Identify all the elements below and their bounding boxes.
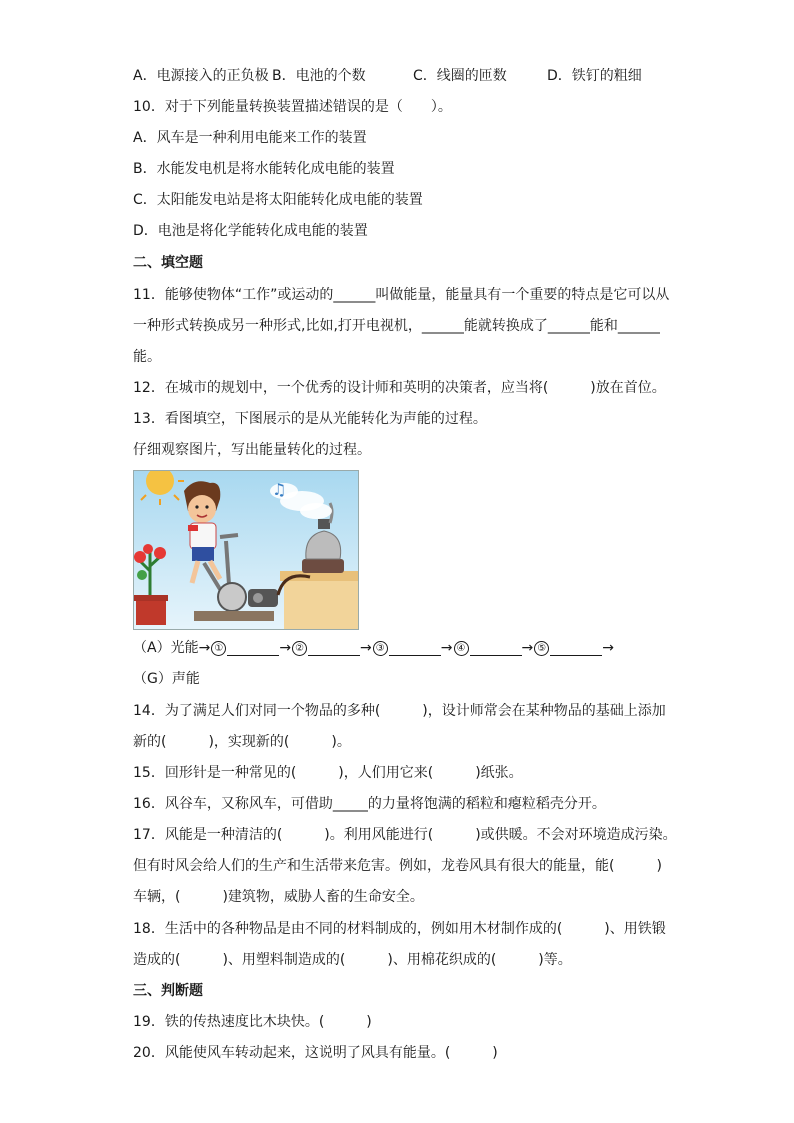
- q9-option-d: D．铁钉的粗细: [547, 68, 642, 84]
- section-fill-in-heading: 二、填空题: [133, 255, 203, 271]
- section-true-false-heading: 三、判断题: [133, 983, 203, 999]
- q9-option-a: A．电源接入的正负极: [133, 68, 269, 84]
- chain-start: （A）光能→: [133, 640, 211, 656]
- q14-line-2: 新的( )，实现新的( )。: [133, 734, 351, 750]
- generator-icon: [248, 589, 278, 607]
- q10-option-d: D．电池是将化学能转化成电能的装置: [133, 223, 368, 239]
- chain-arrow-4: →: [521, 640, 534, 656]
- q17-line-1: 17．风能是一种清洁的( )。利用风能进行( )或供暖。不会对环境造成污染。: [133, 827, 677, 843]
- chain-arrow-5: →: [602, 640, 614, 656]
- q17-line-2: 但有时风会给人们的生产和生活带来危害。例如，龙卷风具有很大的能量，能( ): [133, 858, 662, 874]
- q20: 20．风能使风车转动起来，这说明了风具有能量。( ): [133, 1045, 498, 1061]
- chain-arrow-2: →: [360, 640, 372, 656]
- q18-line-1: 18．生活中的各种物品是由不同的材料制成的，例如用木材制作成的( )、用铁锻: [133, 921, 666, 937]
- q9-option-b: B．电池的个数: [272, 68, 366, 84]
- svg-text:♫: ♫: [272, 480, 287, 499]
- step-4-marker: ④: [454, 641, 469, 656]
- energy-chain: [133, 638, 614, 658]
- q10-option-c: C．太阳能发电站是将太阳能转化成电能的装置: [133, 192, 423, 208]
- q10-option-b: B．水能发电机是将水能转化成电能的装置: [133, 161, 395, 177]
- q10-stem: 10．对于下列能量转换装置描述错误的是（ ）。: [133, 99, 452, 115]
- step-3-blank[interactable]: [389, 641, 441, 656]
- q15: 15．回形针是一种常见的( )，人们用它来( )纸张。: [133, 765, 523, 781]
- q13-line-1: 13．看图填空，下图展示的是从光能转化为声能的过程。: [133, 411, 487, 427]
- step-5-blank[interactable]: [550, 641, 602, 656]
- q12: 12．在城市的规划中，一个优秀的设计师和英明的决策者，应当将( )放在首位。: [133, 380, 666, 396]
- q19: 19．铁的传热速度比木块快。( ): [133, 1014, 372, 1030]
- chain-arrow-3: →: [440, 640, 453, 656]
- q14-line-1: 14．为了满足人们对同一个物品的多种( )，设计师常会在某种物品的基础上添加: [133, 703, 666, 719]
- step-1-marker: ①: [211, 641, 226, 656]
- q11-line-3: 能。: [133, 349, 161, 365]
- q11-line-1: 11．能够使物体“工作”或运动的______叫做能量，能量具有一个重要的特点是它可以从: [133, 287, 670, 303]
- q17-line-3: 车辆，( )建筑物，威胁人畜的生命安全。: [133, 889, 424, 905]
- chain-end: （G）声能: [133, 671, 200, 687]
- q9-option-c: C．线圈的匝数: [413, 68, 507, 84]
- step-2-blank[interactable]: [308, 641, 360, 656]
- step-5-marker: ⑤: [534, 641, 549, 656]
- q16: 16．风谷车，又称风车，可借助_____的力量将饱满的稻粒和瘪粒稻壳分开。: [133, 796, 606, 812]
- step-2-marker: ②: [292, 641, 307, 656]
- step-3-marker: ③: [373, 641, 388, 656]
- q13-line-2: 仔细观察图片，写出能量转化的过程。: [133, 442, 371, 458]
- chain-arrow-1: →: [279, 640, 292, 656]
- step-4-blank[interactable]: [470, 641, 522, 656]
- q18-line-2: 造成的( )、用塑料制造成的( )、用棉花织成的( )等。: [133, 952, 572, 968]
- energy-conversion-illustration: [133, 470, 359, 630]
- step-1-blank[interactable]: [227, 641, 279, 656]
- q11-line-2: 一种形式转换成另一种形式,比如,打开电视机，______能就转换成了______能和______: [133, 318, 660, 334]
- q10-option-a: A．风车是一种利用电能来工作的装置: [133, 130, 367, 146]
